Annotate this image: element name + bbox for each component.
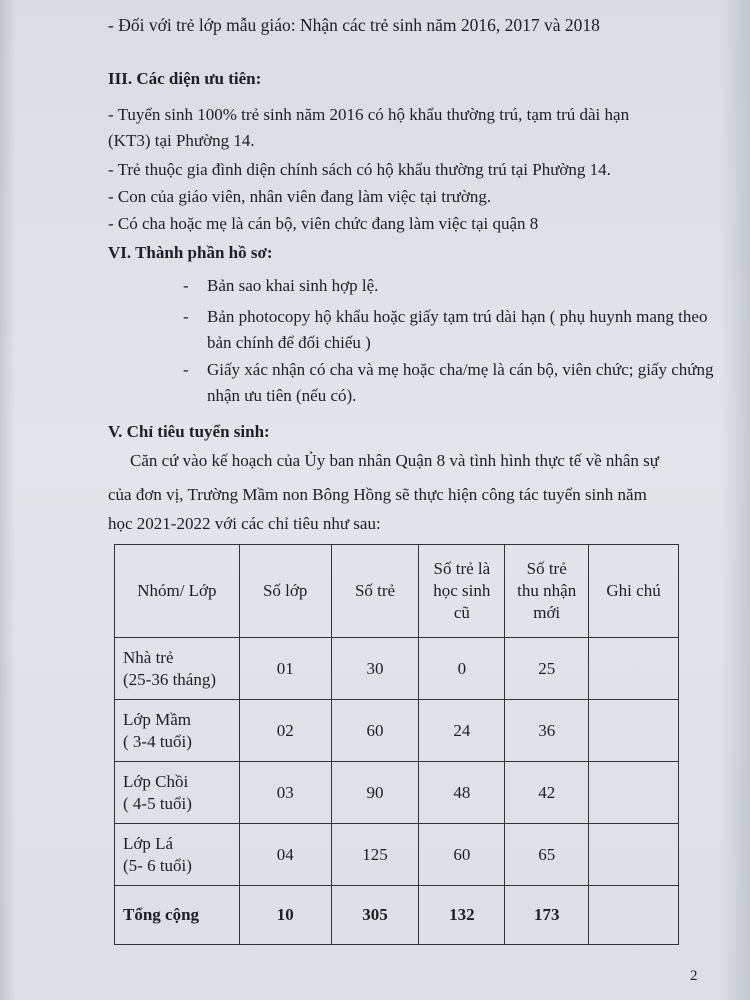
group-name: Lớp Mầm [123,709,192,729]
cell-children: 60 [331,700,419,762]
cell-classes: 02 [239,700,331,762]
header-new-line-1: Số trẻ [526,559,567,578]
dash-bullet: - [183,307,189,326]
intro-line: - Đối với trẻ lớp mẫu giáo: Nhận các trẻ sinh năm 2016, 2017 và 2018 [108,15,600,35]
header-returning-line-3: cũ [453,603,470,622]
cell-note [589,762,679,824]
section5-para-line-3: học 2021-2022 với các chỉ tiêu như sau: [108,514,381,533]
list-item [183,273,743,299]
cell-group [115,824,240,886]
table-header-row [115,545,679,638]
group-age: ( 4-5 tuổi) [123,793,192,813]
enrollment-table [114,544,679,945]
dash-bullet: - [183,360,189,379]
cell-new: 65 [505,824,589,886]
section3-item-1: - Tuyển sinh 100% trẻ sinh năm 2016 có hộ khẩu thường trú, tạm trú dài hạn [108,105,630,124]
section3-item-3: - Con của giáo viên, nhân viên đang làm việc tại trường. [108,187,492,206]
cell-children: 90 [331,762,419,824]
header-new-line-3: mới [533,603,561,622]
section3-item-4: - Có cha hoặc mẹ là cán bộ, viên chức đang làm việc tại quận 8 [108,214,539,233]
header-new-line-2: thu nhận [517,581,577,600]
group-name: Lớp Lá [123,833,174,853]
cell-children: 125 [331,824,419,886]
cell-returning: 48 [419,762,505,824]
total-children: 305 [331,886,419,945]
header-group: Nhóm/ Lớp [115,545,240,638]
table-row [115,700,679,762]
total-label: Tổng cộng [115,886,240,945]
cell-returning: 24 [419,700,505,762]
section4-heading: VI. Thành phần hồ sơ: [108,243,273,262]
table-row [115,762,679,824]
cell-note [589,824,679,886]
cell-note [589,700,679,762]
cell-classes: 01 [239,638,331,700]
total-classes: 10 [239,886,331,945]
header-returning [419,545,505,638]
page-number: 2 [690,968,698,984]
section3-item-1-cont: (KT3) tại Phường 14. [108,131,255,150]
cell-new: 36 [505,700,589,762]
cell-returning: 60 [419,824,505,886]
group-name: Lớp Chồi [123,771,189,791]
total-note [589,886,679,945]
section5-heading: V. Chỉ tiêu tuyển sinh: [108,422,270,441]
cell-note [589,638,679,700]
cell-classes: 03 [239,762,331,824]
cell-new: 42 [505,762,589,824]
page-shadow-left [0,0,16,1000]
cell-group [115,638,240,700]
section5-para-line-2: của đơn vị, Trường Mầm non Bông Hồng sẽ thực hiện công tác tuyển sinh năm [108,485,647,504]
table-total-row [115,886,679,945]
cell-group [115,762,240,824]
section3-heading: III. Các diện ưu tiên: [108,69,262,88]
header-returning-line-2: học sinh [433,581,491,600]
group-name: Nhà trẻ [123,647,174,667]
section5-para-line-1: Căn cứ vào kế hoạch của Ủy ban nhân Quận 8 và tình hình thực tế về nhân sự [130,451,659,470]
list-item-text: Bản photocopy hộ khẩu hoặc giấy tạm trú dài hạn ( phụ huynh mang theo bản chính để đối chiếu ) [207,307,708,352]
cell-group [115,700,240,762]
group-age: ( 3-4 tuổi) [123,731,192,751]
group-age: (25-36 tháng) [123,669,217,689]
table-row [115,638,679,700]
list-item [183,304,743,356]
dash-bullet: - [183,276,189,295]
cell-returning: 0 [419,638,505,700]
list-item-text: Bản sao khai sinh hợp lệ. [207,276,379,295]
table-row [115,824,679,886]
header-returning-line-1: Số trẻ là [433,559,491,578]
page-shadow-right [720,0,750,1000]
list-item-text: Giấy xác nhận có cha và mẹ hoặc cha/mẹ là cán bộ, viên chức; giấy chứng nhận ưu tiên (nếu có). [207,360,714,405]
section3-item-2: - Trẻ thuộc gia đình diện chính sách có hộ khẩu thường trú tại Phường 14. [108,160,611,179]
cell-children: 30 [331,638,419,700]
cell-classes: 04 [239,824,331,886]
header-classes: Số lớp [239,545,331,638]
group-age: (5- 6 tuổi) [123,855,192,875]
cell-new: 25 [505,638,589,700]
header-children: Số trẻ [331,545,419,638]
header-note: Ghi chú [589,545,679,638]
total-new: 173 [505,886,589,945]
header-new [505,545,589,638]
total-returning: 132 [419,886,505,945]
list-item [183,357,743,409]
